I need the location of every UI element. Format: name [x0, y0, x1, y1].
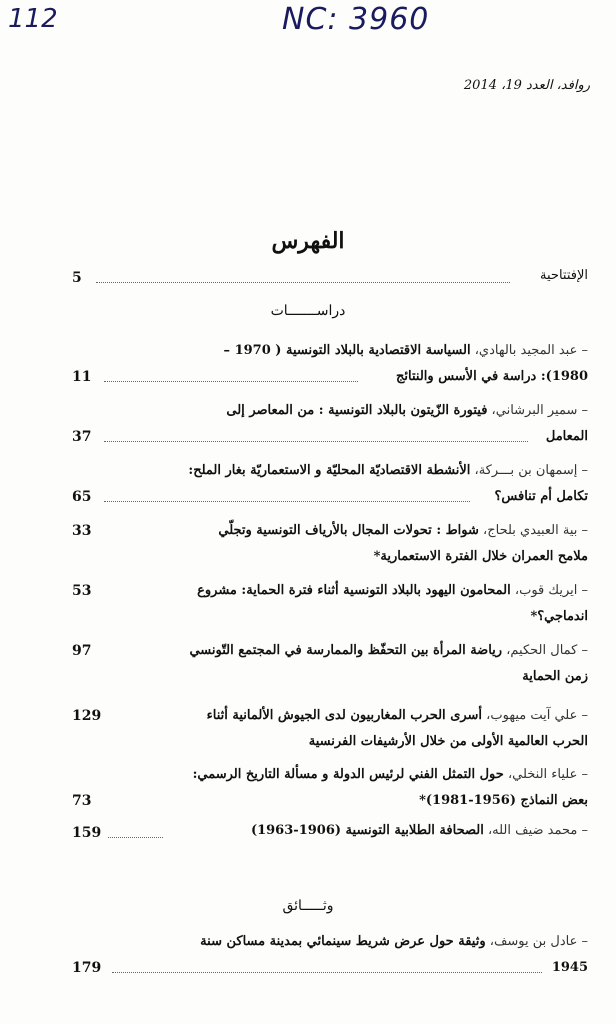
entry-page: 179 [72, 960, 102, 976]
entry-author: – عبد المجيد بالهادي، [470, 343, 588, 358]
section-heading-studies: دراســـــــات [270, 303, 346, 319]
entry-page: 97 [72, 643, 92, 659]
entry-line-1 [218, 523, 588, 538]
entry-title: المحامون اليهود بالبلاد التونسية أثناء فترة الحماية: مشروع [197, 583, 511, 598]
toc-entry [72, 463, 588, 515]
handwritten-call-number: NC: 3960 [282, 2, 430, 37]
entry-title: شواط : تحولات المجال بالأرياف التونسية وتجلّي [218, 523, 479, 538]
toc-entry [72, 643, 588, 695]
entry-line-1 [188, 463, 588, 478]
entry-page: 11 [72, 369, 92, 385]
entry-line-2: 1980): دراسة في الأسس والنتائج [396, 369, 588, 384]
entry-title: الصحافة الطلابية التونسية (1906-1963) [250, 823, 484, 838]
entry-line-2: تكامل أم تنافس؟ [494, 489, 588, 504]
leader-dots [104, 381, 358, 382]
entry-line-2: الحرب العالمية الأولى من خلال الأرشيفات الفرنسية [308, 734, 588, 749]
entry-title: أسرى الحرب المغاربيون لدى الجيوش الألمانية أثناء [206, 708, 483, 723]
entry-line-2: ملامح العمران خلال الفترة الاستعمارية* [373, 549, 588, 564]
entry-author: – كمال الحكيم، [502, 643, 588, 658]
leader-dots [112, 972, 542, 973]
entry-line-2: زمن الحماية [522, 669, 588, 684]
toc-entry [72, 403, 588, 455]
toc-entry-single [72, 823, 588, 845]
toc-entry [72, 343, 588, 395]
section-heading-documents: وثـــــائق [282, 898, 334, 914]
entry-title: الأنشطة الاقتصاديّة المحليّة و الاستعماريّة بغار الملح: [188, 463, 471, 478]
leader-dots [104, 501, 470, 502]
entry-author: – إسمهان بن بـــركة، [470, 463, 588, 478]
entry-line-1 [197, 583, 588, 598]
entry-title: حول التمثل الفني لرئيس الدولة و مسألة التاريخ الرسمي: [192, 767, 504, 782]
entry-page: 33 [72, 523, 92, 539]
entry-line-1 [207, 708, 588, 723]
toc-entry [72, 708, 588, 760]
entry-page: 129 [72, 708, 102, 724]
entry-title: السياسة الاقتصادية بالبلاد التونسية ( 1970 – [223, 343, 471, 358]
toc-intro-label: الإفتتاحية [540, 268, 588, 283]
entry-line-1 [189, 643, 588, 658]
entry-page: 37 [72, 429, 92, 445]
toc-entry [72, 767, 588, 819]
entry-title: رياضة المرأة بين التحفّظ والممارسة في المجتمع التّونسي [189, 643, 503, 658]
entry-line-1 [193, 767, 588, 782]
journal-header: روافد، العدد 19، 2014 [463, 78, 590, 93]
toc-entry [72, 934, 588, 986]
entry-page: 53 [72, 583, 92, 599]
entry-author: – محمد ضيف الله، [483, 823, 588, 838]
entry-author: – علي آيت ميهوب، [482, 708, 588, 723]
entry-line-2: اندماجي؟* [530, 609, 588, 624]
handwritten-number-left: 112 [8, 4, 58, 34]
toc-entry [72, 583, 588, 635]
leader-dots [104, 441, 528, 442]
entry-line-1 [200, 934, 588, 949]
entry-title: وثيقة حول عرض شريط سينمائي بمدينة مساكن سنة [200, 934, 486, 949]
toc-intro [72, 268, 588, 290]
page-title: الفهرس [271, 228, 345, 254]
toc-entry [72, 523, 588, 575]
entry-author: – عادل بن يوسف، [485, 934, 588, 949]
entry-line-2: 1945 [551, 960, 588, 975]
entry-author: – ايريك قوب، [510, 583, 588, 598]
entry-title: فيتورة الزّيتون بالبلاد التونسية : من المعاصر إلى [226, 403, 488, 418]
toc-intro-page: 5 [72, 270, 82, 286]
entry-line-1 [224, 343, 588, 358]
entry-page: 73 [72, 793, 92, 809]
leader-dots [96, 282, 510, 283]
entry-line-1 [226, 403, 588, 418]
entry-line-1 [251, 823, 588, 838]
entry-page: 65 [72, 489, 92, 505]
leader-dots [108, 837, 163, 838]
entry-line-2: بعض النماذج (1956-1981)* [419, 793, 588, 808]
entry-author: – بية العبيدي بلحاج، [478, 523, 588, 538]
entry-line-2: المعامل [545, 429, 588, 444]
entry-page: 159 [72, 825, 102, 841]
entry-author: – سمير البرشاني، [487, 403, 588, 418]
entry-author: – علياء النخلي، [503, 767, 588, 782]
